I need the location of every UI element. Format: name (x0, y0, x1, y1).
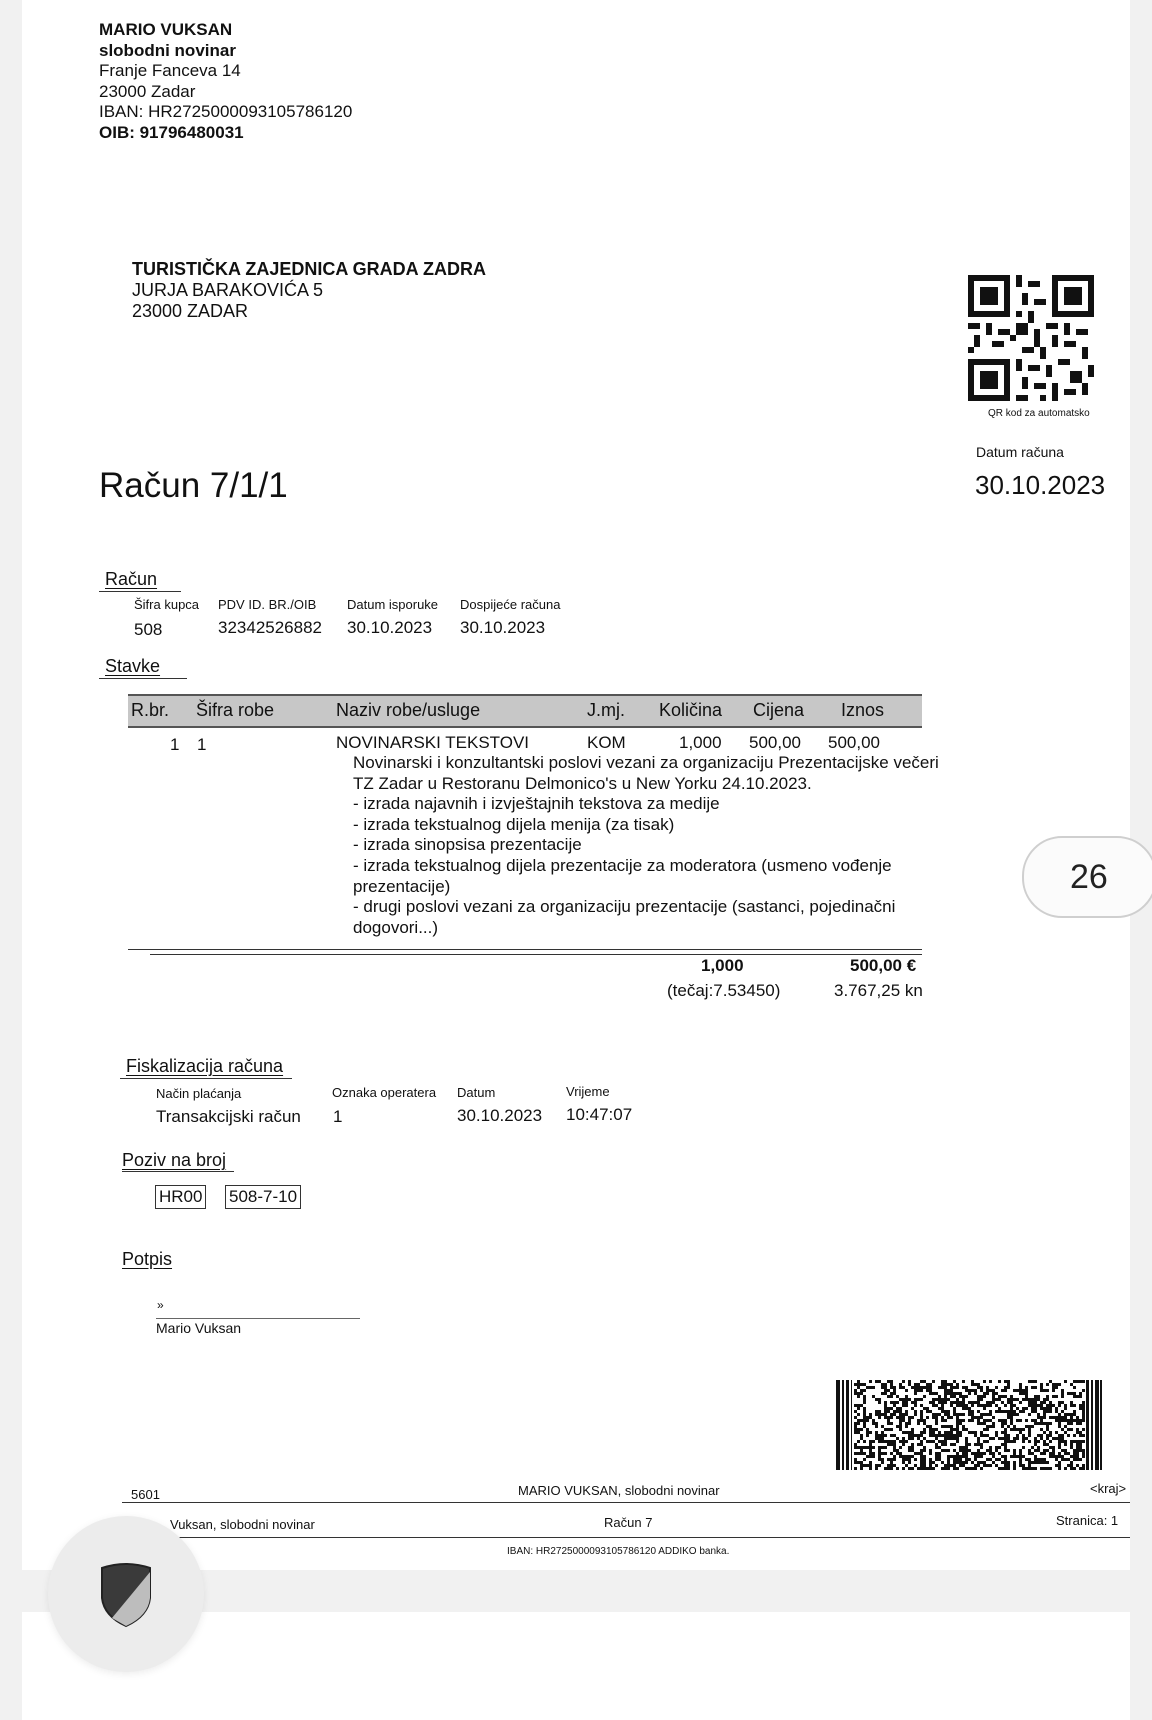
invoice-title: Račun 7/1/1 (99, 466, 288, 505)
invoice-date-value: 30.10.2023 (975, 470, 1106, 500)
row-jmj: KOM (587, 733, 626, 752)
footer-document: Račun 7 (604, 1515, 653, 1530)
th-naziv: Naziv robe/usluge (336, 700, 481, 720)
label-datum: Datum (457, 1085, 496, 1100)
poziv-model: HR00 (155, 1185, 206, 1209)
recipient-city: 23000 ZADAR (132, 301, 249, 321)
label-vrijeme: Vrijeme (566, 1084, 610, 1099)
recipient-street: JURJA BARAKOVIĆA 5 (132, 280, 324, 300)
poziv-heading: Poziv na broj (122, 1150, 227, 1170)
qr-label: QR kod za automatsko (988, 408, 1090, 419)
shield-icon (98, 1562, 154, 1628)
description-line: - izrada tekstualnog dijela prezentacije za moderatora (usmeno vođenje (353, 855, 892, 875)
label-datum-isporuke: Datum isporuke (347, 597, 439, 612)
value-sifra-kupca: 508 (134, 620, 163, 639)
description-line: dogovori...) (353, 917, 439, 937)
footer-code: 5601 (131, 1487, 160, 1502)
value-nacin-placanja: Transakcijski račun (156, 1107, 301, 1126)
total-kn: 3.767,25 kn (834, 981, 923, 1000)
label-oznaka-operatera: Oznaka operatera (332, 1085, 437, 1100)
stavke-section-heading: Stavke (105, 656, 161, 676)
recipient-name: TURISTIČKA ZAJEDNICA GRADA ZADRA (132, 259, 486, 279)
footer-bank: IBAN: HR2725000093105786120 ADDIKO banka. (507, 1546, 730, 1557)
page-number-indicator[interactable]: 26 (1022, 836, 1152, 918)
recipient-block (132, 259, 486, 322)
row-sifra: 1 (197, 735, 207, 754)
qr-code-icon (968, 275, 1094, 401)
description-line: - drugi poslovi vezani za organizaciju prezentacije (sastanci, pojedinačni (353, 897, 896, 917)
sender-iban: IBAN: HR2725000093105786120 (99, 102, 353, 121)
description-line: - izrada sinopsisa prezentacije (353, 835, 582, 855)
label-sifra-kupca: Šifra kupca (134, 597, 200, 612)
description-line: Novinarski i konzultantski poslovi vezani za organizaciju Prezentacijske večeri (353, 753, 939, 772)
th-iznos: Iznos (841, 700, 885, 720)
description-line: - izrada tekstualnog dijela menija (za tisak) (353, 814, 675, 834)
sender-block (99, 20, 352, 143)
th-sifra-robe: Šifra robe (196, 700, 275, 720)
description-line: prezentacije) (353, 876, 451, 896)
sender-role: slobodni novinar (99, 40, 236, 60)
description-line: TZ Zadar u Restoranu Delmonico's u New Yorku 24.10.2023. (353, 773, 812, 793)
invoice-date-label: Datum računa (976, 444, 1064, 460)
value-datum: 30.10.2023 (457, 1106, 543, 1125)
footer-end: <kraj> (1090, 1481, 1127, 1496)
description-line: - izrada najavnih i izvještajnih tekstova za medije (353, 794, 720, 814)
exchange-rate: (tečaj:7.53450) (667, 981, 781, 1000)
sender-street: Franje Fanceva 14 (99, 61, 241, 80)
sender-oib: OIB: 91796480031 (99, 122, 244, 142)
footer-company: MARIO VUKSAN, slobodni novinar (518, 1483, 720, 1498)
row-cijena: 500,00 (749, 733, 801, 752)
label-pdv-oib: PDV ID. BR./OIB (218, 597, 317, 612)
item-description (353, 753, 939, 938)
sender-city: 23000 Zadar (99, 81, 196, 101)
value-pdv-oib: 32342526882 (218, 618, 323, 637)
row-rbr: 1 (170, 735, 180, 754)
fiskalizacija-heading: Fiskalizacija računa (126, 1056, 284, 1076)
barcode-icon (836, 1380, 1102, 1470)
potpis-heading: Potpis (122, 1249, 173, 1269)
total-quantity: 1,000 (701, 956, 744, 975)
th-jmj: J.mj. (587, 700, 625, 720)
signature-name: Mario Vuksan (156, 1320, 242, 1336)
footer-page: Stranica: 1 (1056, 1513, 1119, 1528)
row-kolicina: 1,000 (679, 733, 722, 752)
value-oznaka-operatera: 1 (333, 1107, 343, 1126)
total-amount: 500,00 € (850, 956, 917, 975)
footer-issuer: Vuksan, slobodni novinar (170, 1517, 315, 1532)
value-dospijece: 30.10.2023 (460, 618, 546, 637)
shield-button[interactable] (48, 1516, 204, 1672)
value-vrijeme: 10:47:07 (566, 1105, 633, 1124)
poziv-number: 508-7-10 (225, 1185, 301, 1209)
signature-mark: » (157, 1298, 164, 1312)
racun-section-heading: Račun (105, 569, 158, 589)
value-datum-isporuke: 30.10.2023 (347, 618, 433, 637)
row-naziv: NOVINARSKI TEKSTOVI (336, 733, 530, 752)
th-kolicina: Količina (659, 700, 723, 720)
th-cijena: Cijena (753, 700, 805, 720)
label-dospijece: Dospijeće računa (460, 597, 561, 612)
row-iznos: 500,00 (828, 733, 880, 752)
th-rbr: R.br. (131, 700, 170, 720)
label-nacin-placanja: Način plaćanja (156, 1086, 242, 1101)
sender-name: MARIO VUKSAN (99, 20, 233, 39)
